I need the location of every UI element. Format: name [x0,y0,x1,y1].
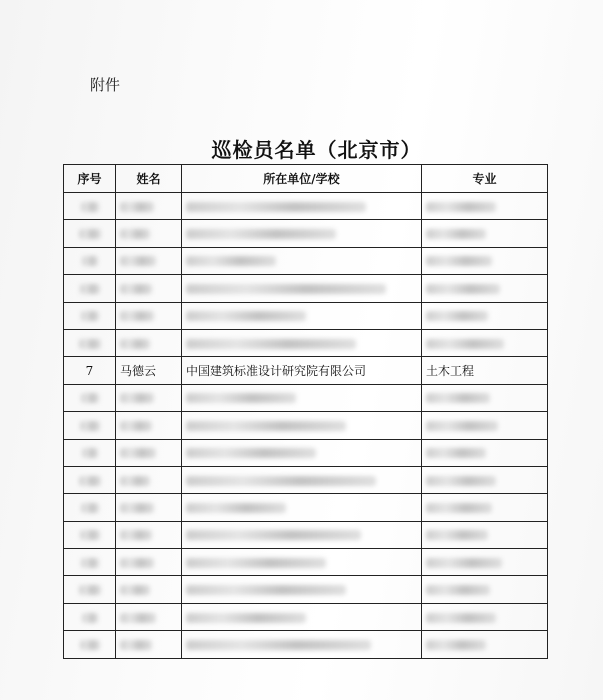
redacted-name-cell [116,247,182,274]
redaction-blur [81,503,99,513]
table-row-redacted [64,275,548,302]
table-row-redacted [64,603,548,630]
table-row-redacted [64,631,548,658]
redacted-name-cell [116,521,182,548]
redacted-major-cell [422,302,548,329]
redaction-blur [120,393,154,403]
redaction-blur [120,339,150,349]
redaction-blur [426,311,488,321]
redaction-blur [120,256,156,266]
redaction-blur [120,448,156,458]
table-row-redacted [64,220,548,247]
redacted-name-cell [116,631,182,658]
redaction-blur [81,311,99,321]
redacted-name-cell [116,384,182,411]
redaction-blur [120,585,150,595]
redacted-no-cell [64,549,116,576]
table-row-redacted [64,466,548,493]
redaction-blur [186,256,276,266]
redacted-org-cell [182,302,422,329]
redacted-major-cell [422,466,548,493]
table-row-redacted [64,521,548,548]
redaction-blur [186,585,346,595]
redaction-blur [426,202,496,212]
redaction-blur [120,229,150,239]
redacted-no-cell [64,631,116,658]
redacted-no-cell [64,275,116,302]
redacted-org-cell [182,247,422,274]
redaction-blur [79,476,101,486]
redaction-blur [120,640,152,650]
redacted-org-cell [182,466,422,493]
redacted-no-cell [64,603,116,630]
redaction-blur [426,421,498,431]
redaction-blur [81,393,99,403]
redaction-blur [186,448,316,458]
table-row-redacted [64,329,548,356]
redaction-blur [186,613,306,623]
redacted-major-cell [422,576,548,603]
header-major: 专业 [422,165,548,193]
redacted-major-cell [422,329,548,356]
redacted-org-cell [182,412,422,439]
redaction-blur [79,339,101,349]
redacted-name-cell [116,603,182,630]
redaction-blur [186,503,286,513]
redaction-blur [426,613,496,623]
table-row-redacted [64,439,548,466]
redacted-name-cell [116,329,182,356]
redaction-blur [426,530,488,540]
redaction-blur [186,311,306,321]
redacted-major-cell [422,439,548,466]
redacted-org-cell [182,439,422,466]
redacted-org-cell [182,193,422,220]
redacted-major-cell [422,247,548,274]
redaction-blur [426,229,486,239]
redacted-no-cell [64,302,116,329]
redaction-blur [426,585,490,595]
redacted-name-cell [116,275,182,302]
table-row-redacted [64,247,548,274]
redacted-major-cell [422,521,548,548]
redacted-org-cell [182,220,422,247]
redaction-blur [120,284,152,294]
redacted-no-cell [64,193,116,220]
redacted-org-cell [182,275,422,302]
redacted-org-cell [182,384,422,411]
redaction-blur [80,530,100,540]
redaction-blur [81,558,99,568]
redacted-major-cell [422,494,548,521]
redacted-no-cell [64,494,116,521]
table-row-redacted [64,193,548,220]
redaction-blur [186,229,336,239]
redacted-org-cell [182,576,422,603]
redaction-blur [120,503,154,513]
table-header-row [64,165,548,193]
table-row-redacted [64,576,548,603]
redacted-org-cell [182,494,422,521]
redacted-org-cell [182,603,422,630]
redacted-name-cell [116,494,182,521]
redaction-blur [120,202,154,212]
redaction-blur [186,202,366,212]
redacted-name-cell [116,466,182,493]
redacted-major-cell [422,193,548,220]
redaction-blur [186,530,361,540]
redaction-blur [120,421,152,431]
redaction-blur [186,476,376,486]
redaction-blur [120,476,150,486]
redaction-blur [426,640,486,650]
attachment-label: 附件 [90,76,121,94]
redaction-blur [426,448,486,458]
redacted-major-cell [422,412,548,439]
redacted-major-cell [422,603,548,630]
redaction-blur [426,256,492,266]
redacted-no-cell [64,329,116,356]
redaction-blur [80,640,100,650]
redaction-blur [120,311,154,321]
redacted-no-cell [64,247,116,274]
inspector-roster-table [63,164,548,659]
redacted-name-cell [116,549,182,576]
redaction-blur [79,229,101,239]
table-row-redacted [64,412,548,439]
redacted-major-cell [422,275,548,302]
redaction-blur [426,393,490,403]
redacted-org-cell [182,549,422,576]
redacted-major-cell [422,631,548,658]
redacted-major-cell [422,549,548,576]
redacted-no-cell [64,220,116,247]
redacted-org-cell [182,329,422,356]
redacted-name-cell [116,193,182,220]
redacted-no-cell [64,439,116,466]
table-row-redacted [64,302,548,329]
header-no: 序号 [64,165,116,193]
document-title: 巡检员名单（北京市） [211,138,422,162]
header-org: 所在单位/学校 [182,165,422,193]
redaction-blur [426,339,504,349]
redaction-blur [120,558,154,568]
redaction-blur [80,284,100,294]
redaction-blur [81,202,99,212]
redacted-no-cell [64,412,116,439]
redaction-blur [426,503,492,513]
redaction-blur [120,530,152,540]
redaction-blur [186,284,386,294]
redacted-major-cell [422,384,548,411]
header-name: 姓名 [116,165,182,193]
redacted-no-cell [64,576,116,603]
cell-org: 中国建筑标准设计研究院有限公司 [182,357,422,384]
table-row-redacted [64,549,548,576]
redacted-no-cell [64,521,116,548]
redaction-blur [80,421,100,431]
redacted-no-cell [64,466,116,493]
cell-no: 7 [64,357,116,384]
redacted-major-cell [422,220,548,247]
table-row-redacted [64,494,548,521]
redacted-no-cell [64,384,116,411]
redacted-name-cell [116,302,182,329]
redaction-blur [82,448,98,458]
redacted-org-cell [182,631,422,658]
redaction-blur [186,558,326,568]
redaction-blur [426,284,500,294]
redaction-blur [186,339,356,349]
redaction-blur [82,613,98,623]
redacted-name-cell [116,412,182,439]
redacted-org-cell [182,521,422,548]
redaction-blur [186,640,371,650]
redaction-blur [82,256,98,266]
table-row-redacted [64,384,548,411]
redaction-blur [120,613,156,623]
cell-name: 马德云 [116,357,182,384]
redaction-blur [426,558,502,568]
redaction-blur [186,421,346,431]
table-row [64,357,548,384]
redaction-blur [186,393,296,403]
redacted-name-cell [116,220,182,247]
redaction-blur [426,476,496,486]
redacted-name-cell [116,439,182,466]
redacted-name-cell [116,576,182,603]
redaction-blur [79,585,101,595]
cell-major: 土木工程 [422,357,548,384]
